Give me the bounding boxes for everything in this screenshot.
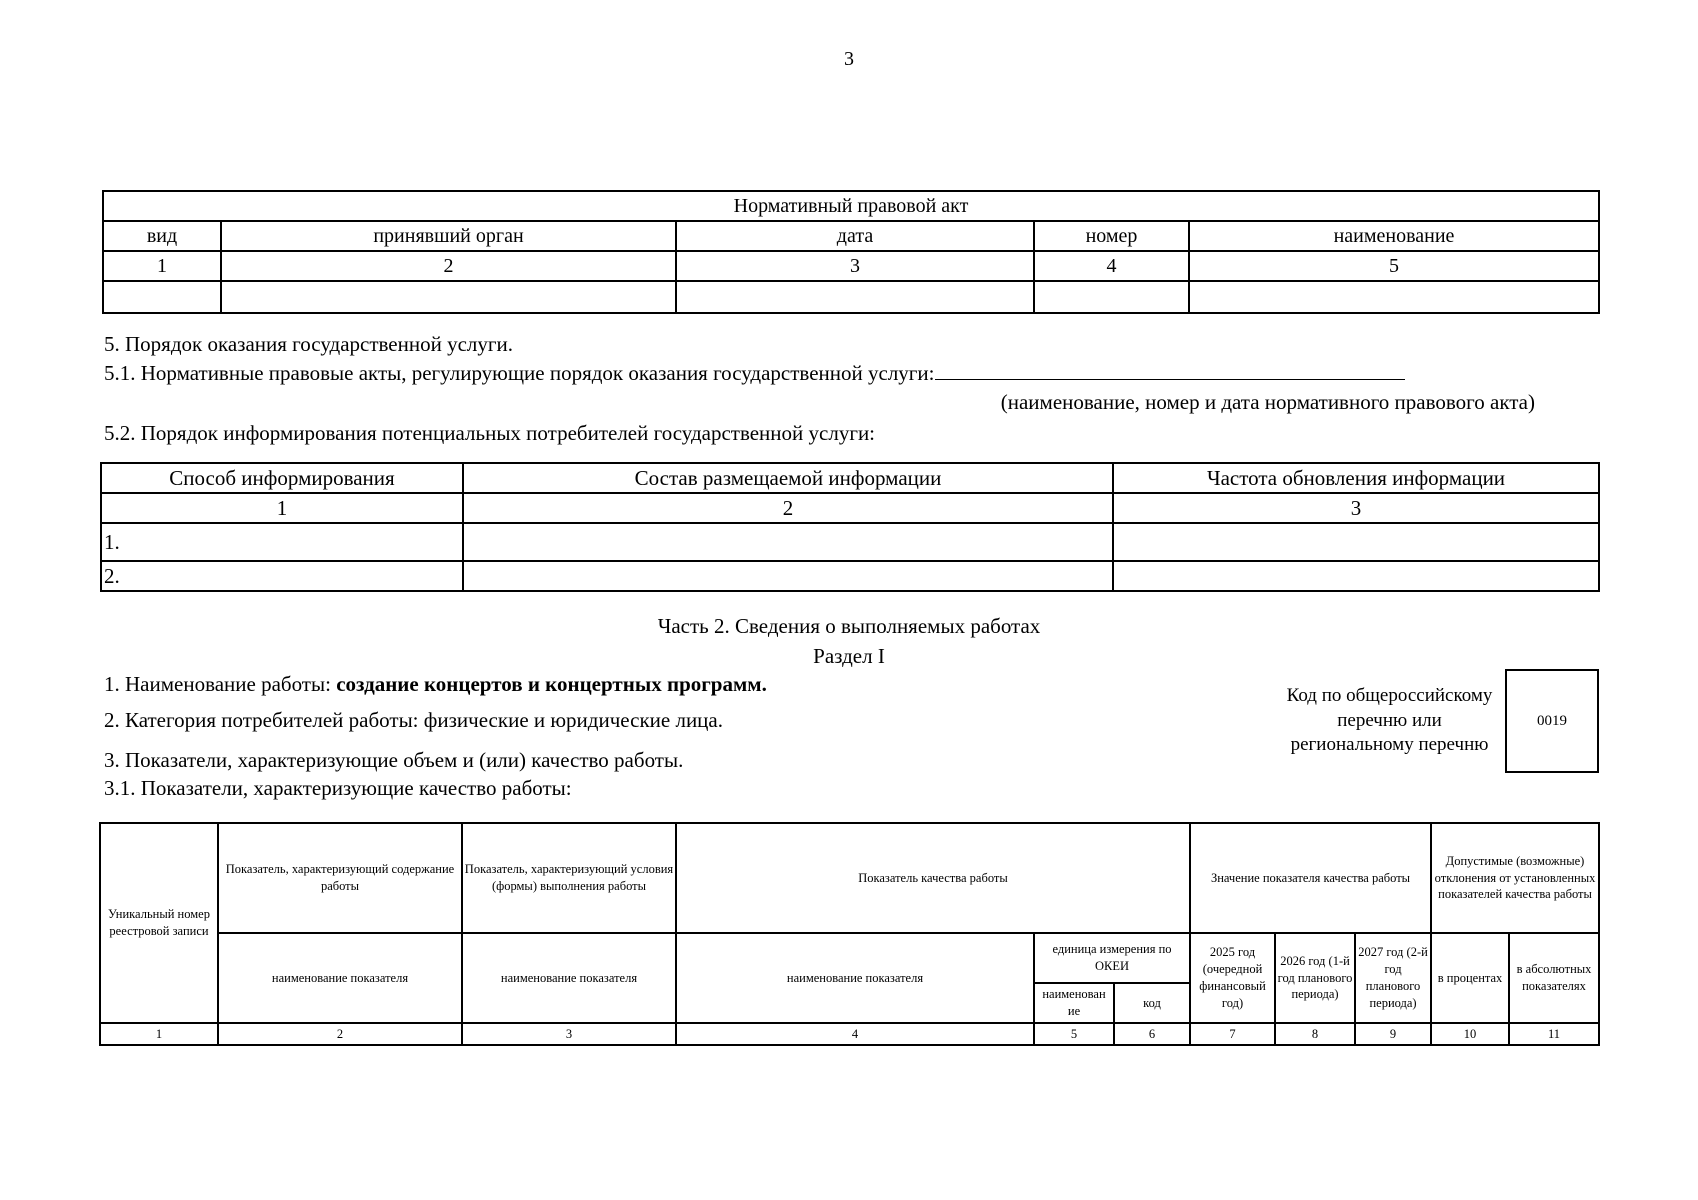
info-number-cell: 2	[463, 493, 1113, 523]
info-row	[101, 561, 1599, 591]
info-row-label: 2.	[101, 561, 463, 591]
year-2027-header: 2027 год (2-й год планового периода)	[1355, 933, 1431, 1023]
quality-value-header: Значение показателя качества работы	[1190, 823, 1431, 933]
section-5-1-text: 5.1. Нормативные правовые акты, регулирующие порядок оказания государственной услуги:	[104, 361, 935, 385]
work-name-label: 1. Наименование работы:	[104, 672, 337, 696]
part-2-title: Часть 2. Сведения о выполняемых работах	[657, 614, 1041, 638]
info-number-row	[101, 493, 1599, 523]
indicator-name-header: наименование показателя	[462, 933, 676, 1023]
column-number: 2	[218, 1023, 462, 1045]
info-header-row	[101, 463, 1599, 493]
npa-header-cell: дата	[676, 221, 1034, 251]
column-number: 1	[100, 1023, 218, 1045]
column-number: 10	[1431, 1023, 1509, 1045]
info-row-label: 1.	[101, 523, 463, 561]
indicator-name-header: наименование показателя	[218, 933, 462, 1023]
conditions-indicator-header: Показатель, характеризующий условия (формы) выполнения работы	[462, 823, 676, 933]
column-number: 5	[1034, 1023, 1114, 1045]
unique-number-header: Уникальный номер реестровой записи	[100, 823, 218, 1023]
percent-header: в процентах	[1431, 933, 1509, 1023]
okei-unit-header: единица измерения по ОКЕИ	[1034, 933, 1190, 983]
year-2025-header: 2025 год (очередной финансовый год)	[1190, 933, 1275, 1023]
info-number-cell: 1	[101, 493, 463, 523]
npa-number-cell: 3	[676, 251, 1034, 281]
work-name-value: создание концертов и концертных программ.	[336, 672, 767, 696]
deviations-header: Допустимые (возможные) отклонения от установленных показателей качества работы	[1431, 823, 1599, 933]
npa-number-cell: 5	[1189, 251, 1599, 281]
npa-number-cell: 4	[1034, 251, 1189, 281]
info-header-cell: Частота обновления информации	[1113, 463, 1599, 493]
quality-indicator-header: Показатель качества работы	[676, 823, 1190, 933]
work-name	[104, 672, 767, 697]
info-header-cell: Состав размещаемой информации	[463, 463, 1113, 493]
okei-code-header: код	[1114, 983, 1190, 1023]
content-indicator-header: Показатель, характеризующий содержание работы	[218, 823, 462, 933]
info-number-cell: 3	[1113, 493, 1599, 523]
code-label	[1277, 684, 1502, 758]
npa-table-title: Нормативный правовой акт	[103, 191, 1599, 221]
info-header-cell: Способ информирования	[101, 463, 463, 493]
year-2026-header: 2026 год (1-й год планового периода)	[1275, 933, 1355, 1023]
code-label-line: Код по общероссийскому	[1286, 685, 1493, 706]
registry-code: 0019	[1537, 712, 1567, 729]
npa-empty-row	[103, 281, 1599, 313]
section-5-title: 5. Порядок оказания государственной услуги.	[104, 332, 513, 356]
section-title: Раздел I	[813, 644, 885, 668]
section-5-2: 5.2. Порядок информирования потенциальных потребителей государственной услуги:	[104, 421, 876, 445]
npa-number-cell: 1	[103, 251, 221, 281]
info-row	[101, 523, 1599, 561]
npa-table	[102, 190, 1600, 314]
code-label-line: региональному перечню	[1290, 734, 1489, 756]
npa-header-cell: принявший орган	[221, 221, 676, 251]
indicators-title: 3. Показатели, характеризующие объем и (или) качество работы.	[104, 748, 684, 772]
column-number: 11	[1509, 1023, 1599, 1045]
npa-header-cell: наименование	[1189, 221, 1599, 251]
column-number: 6	[1114, 1023, 1190, 1045]
npa-number-cell: 2	[221, 251, 676, 281]
quality-table	[99, 822, 1600, 1046]
section-5-1	[104, 361, 1405, 386]
npa-header-row	[103, 221, 1599, 251]
column-number: 4	[676, 1023, 1034, 1045]
code-label-line: перечню или	[1337, 709, 1442, 731]
column-number: 7	[1190, 1023, 1275, 1045]
indicator-name-header: наименование показателя	[676, 933, 1034, 1023]
registry-code-box	[1505, 669, 1599, 773]
okei-name-header: наименован ие	[1034, 983, 1114, 1023]
npa-header-cell: номер	[1034, 221, 1189, 251]
column-number: 3	[462, 1023, 676, 1045]
quality-indicators-title: 3.1. Показатели, характеризующие качество работы:	[104, 776, 572, 800]
column-number: 8	[1275, 1023, 1355, 1045]
quality-number-row	[100, 1023, 1599, 1045]
absolute-header: в абсолютных показателях	[1509, 933, 1599, 1023]
npa-number-row	[103, 251, 1599, 281]
blank-line	[935, 361, 1405, 380]
page-number: 3	[844, 48, 854, 70]
section-5-1-caption: (наименование, номер и дата нормативного правового акта)	[1000, 390, 1535, 414]
column-number: 9	[1355, 1023, 1431, 1045]
info-table	[100, 462, 1600, 592]
consumer-category: 2. Категория потребителей работы: физические и юридические лица.	[104, 708, 723, 732]
npa-header-cell: вид	[103, 221, 221, 251]
